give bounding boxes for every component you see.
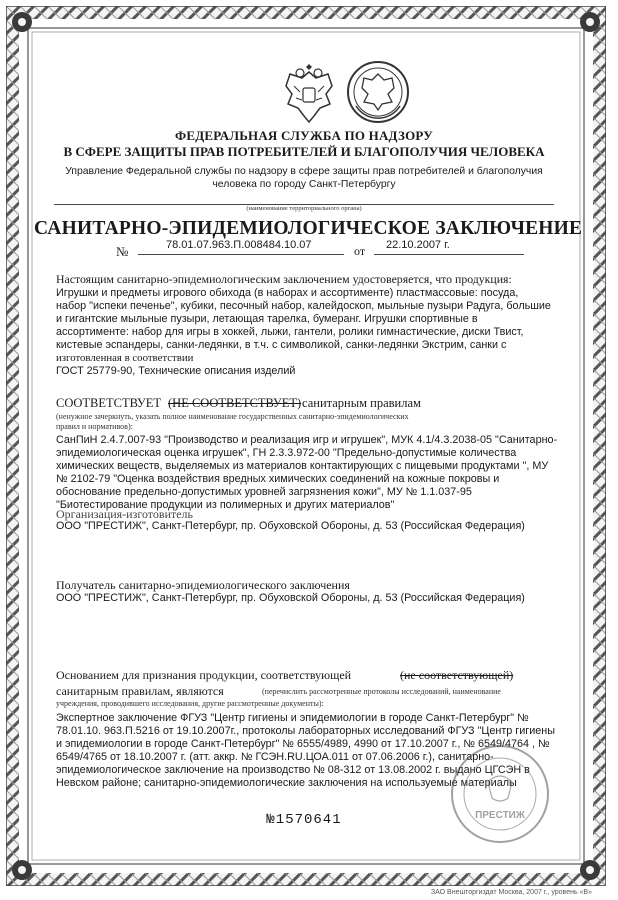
serial-number: №1570641 bbox=[266, 812, 342, 828]
conformity-suffix: санитарным правилам bbox=[302, 396, 421, 410]
basis-label-struck: (не соответствующей) bbox=[400, 668, 514, 682]
certificate-body bbox=[34, 42, 583, 862]
printer-footer: ЗАО Внешторгиздат Москва, 2007 г., уровень «В» bbox=[430, 889, 592, 896]
company-stamp-icon bbox=[448, 742, 552, 846]
office-caption: (наименование территориального органа) bbox=[246, 205, 362, 212]
corner-ornament-top-left bbox=[12, 12, 32, 32]
basis-label-start: Основанием для признания продукции, соответствующей bbox=[56, 668, 352, 682]
product-line-3: и гигантские мыльные пузыри, летающая тарелка, бумеранг. Игрушки спортивные в bbox=[56, 313, 478, 325]
certificate-date: 22.10.2007 г. bbox=[386, 239, 450, 251]
rules-line-1: СанПиН 2.4.7.007-93 "Производство и реализация игр и игрушек", МУК 4.1/4.3.2038-05 "Санитарно- bbox=[56, 434, 558, 446]
basis-caption-line: учреждения, проводившего исследования, другие рассмотренные документы): bbox=[56, 699, 324, 708]
date-prefix: от bbox=[354, 244, 366, 258]
agency-line-1: ФЕДЕРАЛЬНАЯ СЛУЖБА ПО НАДЗОРУ bbox=[175, 128, 433, 143]
basis-line-5: эпидемиологическое заключение на производство № 08-312 от 13.08.2002 г. выдано ЦГСЭН в bbox=[56, 764, 530, 776]
product-line-1: Игрушки и предметы игрового обихода (в наборах и ассортименте) пластмассовые: посуда, bbox=[56, 287, 519, 299]
product-intro: Настоящим санитарно-эпидемиологическим заключением удостоверяется, что продукция: bbox=[56, 272, 512, 286]
basis-line-4: 6549/4765 от 18.10.2007 г. (атт. аккр. № ГСЭН.RU.ЦОА.011 от 07.06.2006 г.), санитарно- bbox=[56, 751, 494, 763]
document-title: САНИТАРНО-ЭПИДЕМИОЛОГИЧЕСКОЕ ЗАКЛЮЧЕНИЕ bbox=[34, 218, 583, 239]
recipient-value: ООО "ПРЕСТИЖ", Санкт-Петербург, пр. Обуховской Обороны, д. 53 (Российская Федерация) bbox=[56, 592, 525, 604]
rules-line-5: обоснование предельно-допустимых уровней загрязнения кожи", МУ № 1.1.037-95 bbox=[56, 486, 472, 498]
product-line-7: ГОСТ 25779-90, Технические описания изделий bbox=[56, 365, 296, 377]
basis-caption-inline: (перечислить рассмотренные протоколы исследований, наименование bbox=[262, 687, 501, 696]
manufacturer-value: ООО "ПРЕСТИЖ", Санкт-Петербург, пр. Обуховской Обороны, д. 53 (Российская Федерация) bbox=[56, 520, 525, 532]
product-line-5: кистевые эспандеры, санки-ледянки, в т.ч. с символикой, санки-ледянки Экстрим, санки с bbox=[56, 339, 507, 351]
stamp-text: ПРЕСТИЖ bbox=[475, 810, 525, 821]
certificate-number: 78.01.07.963.П.008484.10.07 bbox=[166, 239, 312, 251]
basis-line-3: и эпидемиологии в городе Санкт-Петербург" № 6555/4989, 4990 от 17.10.2007 г., № 6549/4764 , № bbox=[56, 738, 550, 750]
rules-line-3: химических веществ, выделяемых из материалов контактирующих с пищевыми продуктами ", МУ bbox=[56, 460, 549, 472]
conformity-caption-2: правил и нормативов): bbox=[56, 422, 133, 431]
corner-ornament-bottom-right bbox=[580, 860, 600, 880]
recipient-label: Получатель санитарно-эпидемиологического заключения bbox=[56, 578, 350, 592]
rules-line-2: эпидемиологическая оценка игрушек", ГН 2.3.3.972-00 "Предельно-допустимые количества bbox=[56, 447, 517, 459]
office-line-2: человека по городу Санкт-Петербургу bbox=[212, 179, 396, 190]
manufacturer-label: Организация-изготовитель bbox=[56, 507, 194, 521]
corner-ornament-bottom-left bbox=[12, 860, 32, 880]
product-line-2: набор "испеки печенье", кубики, песочный набор, калейдоскоп, мыльные пузыри Радуга, большие bbox=[56, 300, 551, 312]
product-line-6: изготовленная в соответствии bbox=[56, 352, 194, 364]
basis-line-2: 78.01.10. 963.П.5216 от 19.10.2007г., протоколы лабораторных исследований ФГУЗ "Центр гигиены bbox=[56, 725, 555, 737]
corner-ornament-top-right bbox=[580, 12, 600, 32]
number-prefix: № bbox=[116, 244, 129, 259]
product-line-4: ассортименте: набор для игры в хоккей, лыжи, гантели, ролики гимнастические, диски Твист, bbox=[56, 326, 524, 338]
rules-line-4: № 2102-79 "Оценка воздействия вредных химических соединений на кожные покровы и bbox=[56, 473, 500, 485]
basis-line-1: Экспертное заключение ФГУЗ "Центр гигиены и эпидемиологии в городе Санкт-Петербург" № bbox=[56, 712, 529, 724]
conformity-caption-1: (ненужное зачеркнуть, указать полное наименование государственных санитарно-эпидемиологических bbox=[56, 412, 409, 421]
basis-line-6: Невском районе; санитарно-эпидемиологические заключения на используемые материалы bbox=[56, 777, 517, 789]
conformity-complies: СООТВЕТСТВУЕТ bbox=[56, 396, 162, 410]
conformity-not-complies: (НЕ СООТВЕТСТВУЕТ) bbox=[168, 396, 302, 410]
basis-label-line-2: санитарным правилам, являются bbox=[56, 684, 224, 698]
rules-line-6: "Биотестирование продукции из полимерных и других материалов" bbox=[56, 499, 395, 511]
office-line-1: Управление Федеральной службы по надзору в сфере защиты прав потребителей и благополучия bbox=[65, 166, 543, 177]
agency-line-2: В СФЕРЕ ЗАЩИТЫ ПРАВ ПОТРЕБИТЕЛЕЙ И БЛАГОПОЛУЧИЯ ЧЕЛОВЕКА bbox=[63, 144, 545, 159]
